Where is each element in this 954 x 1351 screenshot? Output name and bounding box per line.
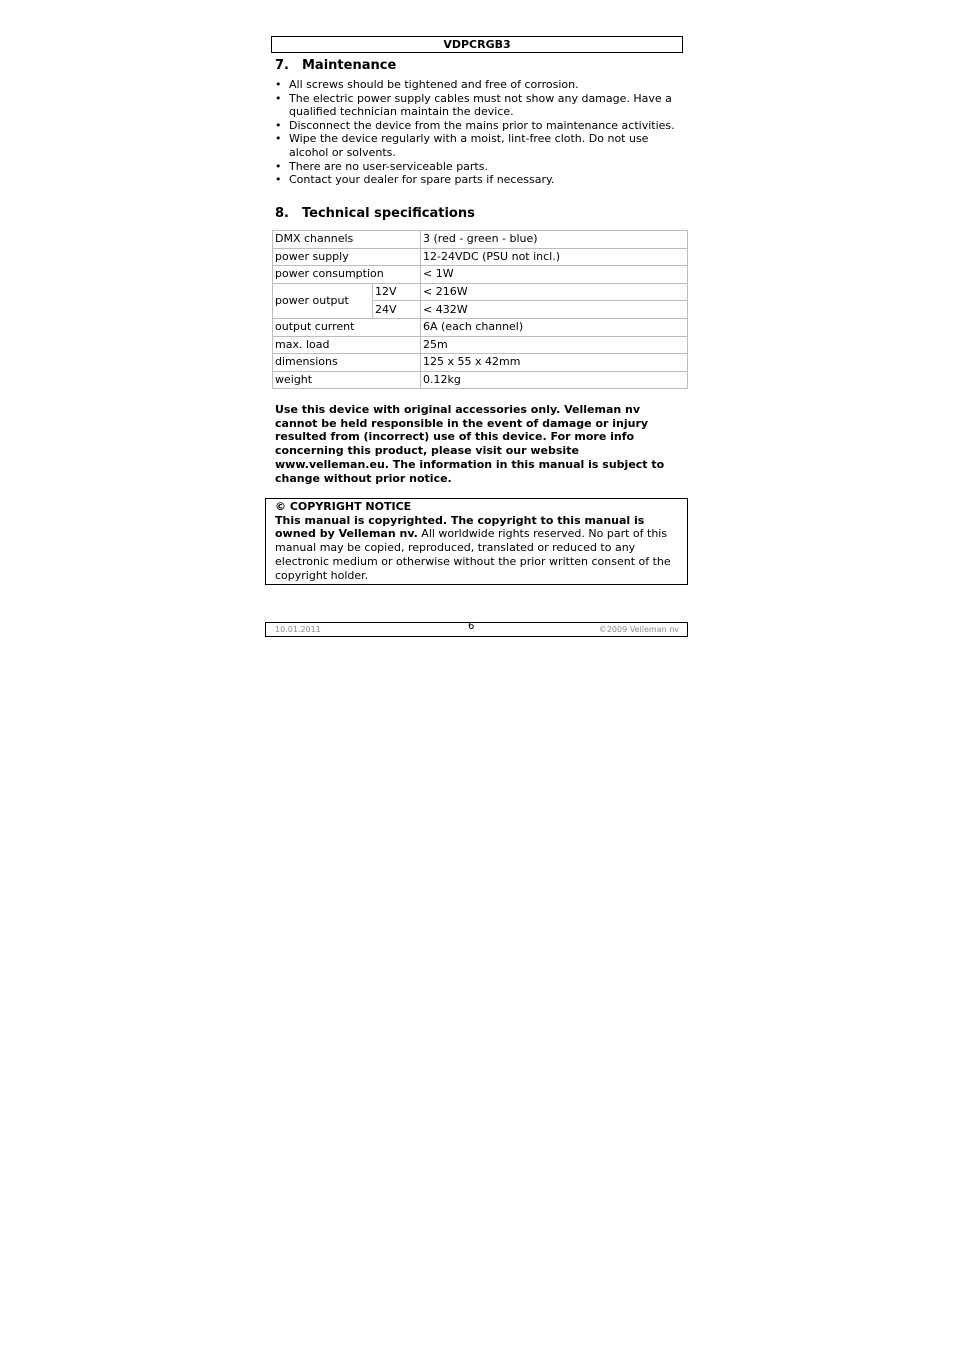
spec-value: < 216W	[421, 283, 688, 301]
table-row	[273, 283, 688, 301]
section-heading-maintenance	[275, 58, 396, 74]
maintenance-list	[275, 78, 675, 187]
list-item: • Disconnect the device from the mains prior to maintenance activities.	[275, 119, 675, 133]
copyright-body-text: All worldwide rights reserved. No part of this manual may be copied, reproduced, translated or reduced to any electronic medium or otherwise without the prior written consent of the copyright holder.	[275, 527, 671, 582]
specifications-table	[272, 230, 688, 389]
section-heading-technical-specifications	[275, 206, 475, 222]
footer-copyright: ©2009 Velleman nv	[598, 625, 679, 634]
spec-label: weight	[273, 371, 421, 389]
spec-value: 3 (red - green - blue)	[421, 231, 688, 249]
document-header	[271, 36, 683, 53]
page-number: 6	[468, 621, 475, 632]
spec-value: 125 x 55 x 42mm	[421, 354, 688, 372]
spec-label: power output	[273, 283, 373, 318]
copyright-heading: © COPYRIGHT NOTICE	[275, 500, 412, 513]
list-item: • Wipe the device regularly with a moist, lint-free cloth. Do not use alcohol or solvents.	[275, 132, 675, 159]
copyright-text	[275, 514, 687, 583]
table-row	[273, 266, 688, 284]
list-item: • All screws should be tightened and free of corrosion.	[275, 78, 675, 92]
spec-sublabel: 24V	[373, 301, 421, 319]
copyright-bold-text: This manual is copyrighted. The copyright to this manual is owned by Velleman nv.	[275, 513, 645, 541]
spec-value: < 432W	[421, 301, 688, 319]
list-item: • There are no user-serviceable parts.	[275, 160, 675, 174]
spec-value: 25m	[421, 336, 688, 354]
section-number: 7.	[275, 58, 289, 73]
list-item: • Contact your dealer for spare parts if necessary.	[275, 173, 675, 187]
section-title: Maintenance	[302, 58, 397, 73]
table-row	[273, 248, 688, 266]
section-title: Technical specifications	[302, 206, 475, 221]
model-name: VDPCRGB3	[443, 38, 511, 51]
spec-label: power supply	[273, 248, 421, 266]
spec-label: max. load	[273, 336, 421, 354]
copyright-notice-box	[265, 498, 688, 585]
spec-sublabel: 12V	[373, 283, 421, 301]
table-row	[273, 371, 688, 389]
table-row	[273, 354, 688, 372]
spec-label: DMX channels	[273, 231, 421, 249]
spec-label: power consumption	[273, 266, 421, 284]
table-row	[273, 318, 688, 336]
spec-label: output current	[273, 318, 421, 336]
section-number: 8.	[275, 206, 289, 221]
usage-notice: Use this device with original accessories only. Velleman nv cannot be held responsible in the event of damage or injury resulted from (incorrect) use of this device. For more info concerning this product, please visit our website www.velleman.eu. The information in this manual is subject to change without prior notice.	[275, 403, 665, 485]
spec-label: dimensions	[273, 354, 421, 372]
spec-value: < 1W	[421, 266, 688, 284]
spec-value: 6A (each channel)	[421, 318, 688, 336]
table-row	[273, 231, 688, 249]
list-item: • The electric power supply cables must not show any damage. Have a qualified technician maintain the device.	[275, 92, 675, 119]
spec-value: 0.12kg	[421, 371, 688, 389]
footer-date: 10.01.2011	[275, 625, 321, 634]
table-row	[273, 336, 688, 354]
spec-value: 12-24VDC (PSU not incl.)	[421, 248, 688, 266]
page-footer	[265, 622, 688, 637]
